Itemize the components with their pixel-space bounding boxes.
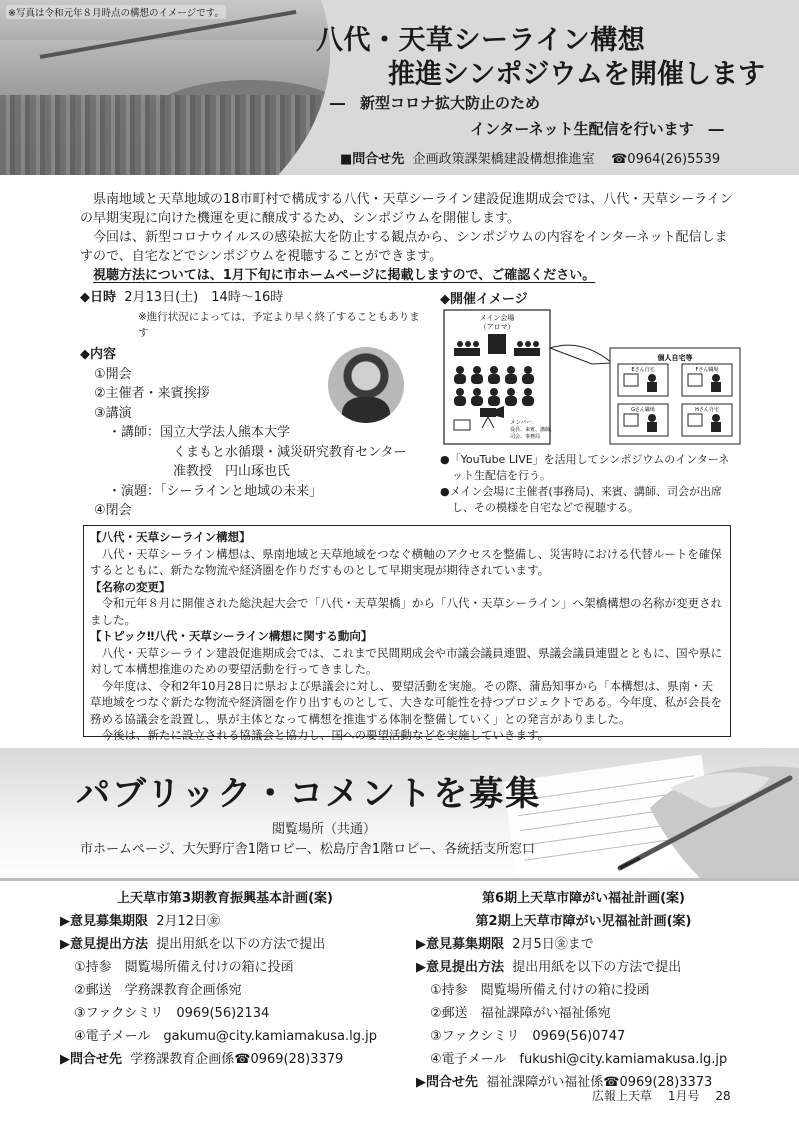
method-item: ①持参 閲覧場所備え付けの箱に投函 <box>74 960 294 975</box>
public-comment-title: パブリック・コメントを募集 <box>76 774 542 814</box>
stream-arrow <box>550 345 612 364</box>
method-item-email: ④電子メール gakumu@city.kamiamakusa.lg.jp <box>74 1029 377 1044</box>
laptop-icon <box>454 420 470 430</box>
schedule-value: 2月13日(土) 14時〜16時 <box>124 290 284 305</box>
info-heading-2: 【名称の変更】 <box>90 579 171 594</box>
location-list: 市ホームページ、大矢野庁舎1階ロビー、松島庁舎1階ロビー、各統括支所窓口 <box>80 842 536 857</box>
members-label: メンバー： <box>510 420 538 426</box>
schedule-note: ※進行状況によっては、予定より早く終了することもあります <box>138 311 420 339</box>
method-item: ②郵送 福祉課障がい福祉係宛 <box>430 1006 611 1021</box>
contact-label: ▶問合せ先 <box>60 1052 122 1067</box>
members-detail2: 司会、事務局 <box>510 434 541 440</box>
home-label: 個人自宅等 <box>657 354 693 362</box>
content-item-closing: ④閉会 <box>94 503 132 518</box>
deadline-value: 2月12日㊎ <box>156 914 221 929</box>
content-item: ③講演 <box>94 405 132 421</box>
subtitle-line1: ― 新型コロナ拡大防止のため <box>330 94 541 112</box>
education-plan <box>60 887 390 1071</box>
contact-phone: ☎0964(26)5539 <box>611 152 721 167</box>
viewing-method-notice: 視聴方法については、1月下旬に市ホームページに掲載しますので、ご確認ください。 <box>93 268 596 283</box>
method-label: ▶意見提出方法 <box>416 960 504 975</box>
method-item: ③ファクシミリ 0969(56)2134 <box>74 1006 270 1021</box>
schedule-block <box>80 288 430 341</box>
info-paragraph: 八代・天草シーライン構想は、県南地域と天草地域をつなぐ横軸のアクセスを整備し、災害時における代替ルートを確保するとともに、新たな物流や経済圏を作りだすものとして早期実現が期待されています。 <box>90 546 722 577</box>
info-paragraph: 八代・天草シーライン建設促進期成会では、これまで民間期成会や市議会議員連盟、県議会議員連盟とともに、国や県に対して本構想推進のための要望活動を行ってきました。 <box>90 645 723 676</box>
header-contact <box>340 148 720 167</box>
svg-text:Gさん職場: Gさん職場 <box>631 407 655 413</box>
main-venue-sub: （アロマ） <box>479 323 515 331</box>
members-detail: 役員、来賓、講師、 <box>510 427 556 433</box>
intro-paragraph-1: 県南地域と天草地域の18市町村で構成する八代・天草シーライン建設促進期成会では、八代・天草シーラインの早期実現に向けた機運を更に醸成するため、シンポジウムを開催します。 <box>80 192 733 226</box>
issue-label: 1月号 <box>667 1089 700 1103</box>
subtitle-line2: インターネット生配信を行います ― <box>470 120 724 138</box>
method-item: ②郵送 学務課教育企画係宛 <box>74 983 242 998</box>
event-note-2: ●メイン会場に主催者(事務局)、来賓、講師、司会が出席し、その模様を自宅などで視聴する。 <box>440 485 722 514</box>
info-paragraph: 今後は、新たに設立される協議会と協力し、国への要望活動などを実施していきます。 <box>101 728 550 742</box>
event-image-heading: ◆開催イメージ <box>440 292 528 307</box>
lecture-title: ・演題：「シーラインと地域の未来」 <box>108 483 323 499</box>
intro-paragraph-2: 今回は、新型コロナウイルスの感染拡大を防止する観点から、シンポジウムの内容をインターネット配信しますので、自宅などでシンポジウムを視聴することができます。 <box>80 230 728 264</box>
deadline-label: ▶意見募集期限 <box>416 937 504 952</box>
info-box <box>83 525 731 742</box>
publication-name: 広報上天草 <box>592 1089 653 1103</box>
info-heading-1: 【八代・天草シーライン構想】 <box>90 530 251 544</box>
method-value: 提出用紙を以下の方法で提出 <box>512 960 682 975</box>
event-image-notes <box>440 452 740 516</box>
intro-text <box>80 190 740 285</box>
section-divider <box>0 878 799 881</box>
content-label: ◆内容 <box>80 347 116 362</box>
method-label: ▶意見提出方法 <box>60 937 148 952</box>
content-item: ②主催者・来賓挨拶 <box>94 386 210 401</box>
svg-text:Fさん職場: Fさん職場 <box>695 367 719 373</box>
method-item: ①持参 閲覧場所備え付けの箱に投函 <box>430 983 650 998</box>
svg-text:Hさん自宅: Hさん自宅 <box>695 407 719 413</box>
info-paragraph: 今年度は、令和2年10月28日に県および県議会に対し、要望活動を実施。その際、蒲島知事から「本構想は、県南・天草地域をつなぐ新たな物流や経済圏を作り出すものとして、大きな可能性を持つプロジェクトである。今年度、私が会長を務める協議会を設置し、県が主体となって構想を推進する体制を整備していく」との発言がありました。 <box>90 678 723 726</box>
lecturer-line3: 准教授 円山琢也氏 <box>173 464 291 479</box>
contact-value: 福祉課障がい福祉係☎0969(28)3373 <box>486 1075 713 1090</box>
home-viewer-h <box>682 404 732 436</box>
deadline-value: 2月5日㊎まで <box>512 937 594 952</box>
page-footer <box>580 1087 731 1104</box>
home-viewer-e <box>618 364 668 396</box>
svg-text:Eさん自宅: Eさん自宅 <box>631 367 655 373</box>
pen-writing-illustration <box>500 748 799 878</box>
plan-title: 上天草市第3期教育振興基本計画(案) <box>117 891 333 906</box>
event-diagram <box>442 308 742 448</box>
welfare-plan <box>416 887 751 1094</box>
content-item: ①開会 <box>94 366 132 382</box>
page-title-line2: 推進シンポジウムを開催します <box>388 59 766 90</box>
bridge-aerial-photo <box>0 0 330 175</box>
home-viewer-f <box>682 364 732 396</box>
lecturer-portrait <box>328 347 404 423</box>
plan-title-2: 第2期上天草市障がい児福祉計画(案) <box>475 914 692 929</box>
info-paragraph: 令和元年８月に開催された総決起大会で「八代・天草架橋」から「八代・天草シーライン」へ架橋構想の名称が変更されました。 <box>90 596 723 627</box>
page-title-line1: 八代・天草シーライン構想 <box>316 25 646 56</box>
lecturer-line2: くまもと水循環・減災研究教育センター <box>173 444 407 460</box>
event-note-1: ●「YouTube LIVE」を活用してシンポジウムのインターネット生配信を行う。 <box>440 453 730 482</box>
lecturer-line1: ・講師：国立大学法人熊本大学 <box>108 425 291 440</box>
location-heading: 閲覧場所（共通） <box>272 822 377 837</box>
method-item-email: ④電子メール fukushi@city.kamiamakusa.lg.jp <box>430 1052 728 1067</box>
header-banner <box>0 0 799 175</box>
main-venue-label: メイン会場 <box>479 314 515 322</box>
deadline-label: ▶意見募集期限 <box>60 914 148 929</box>
contact-dept: 企画政策課架橋建設構想推進室 <box>412 152 595 167</box>
photo-note: ※写真は令和元年８月時点の構想のイメージです。 <box>6 5 226 19</box>
contact-label: ▶問合せ先 <box>416 1075 478 1090</box>
schedule-label: ◆日時 <box>80 290 116 305</box>
page-number: 28 <box>715 1089 731 1103</box>
contact-label: ■問合せ先 <box>340 152 405 167</box>
method-item: ③ファクシミリ 0969(56)0747 <box>430 1029 626 1044</box>
contact-value: 学務課教育企画係☎0969(28)3379 <box>130 1052 344 1067</box>
info-heading-3: 【トピック‼八代・天草シーライン構想に関する動向】 <box>90 629 373 643</box>
plan-title-1: 第6期上天草市障がい福祉計画(案) <box>482 891 685 906</box>
home-viewer-g <box>618 404 668 436</box>
method-value: 提出用紙を以下の方法で提出 <box>156 937 326 952</box>
